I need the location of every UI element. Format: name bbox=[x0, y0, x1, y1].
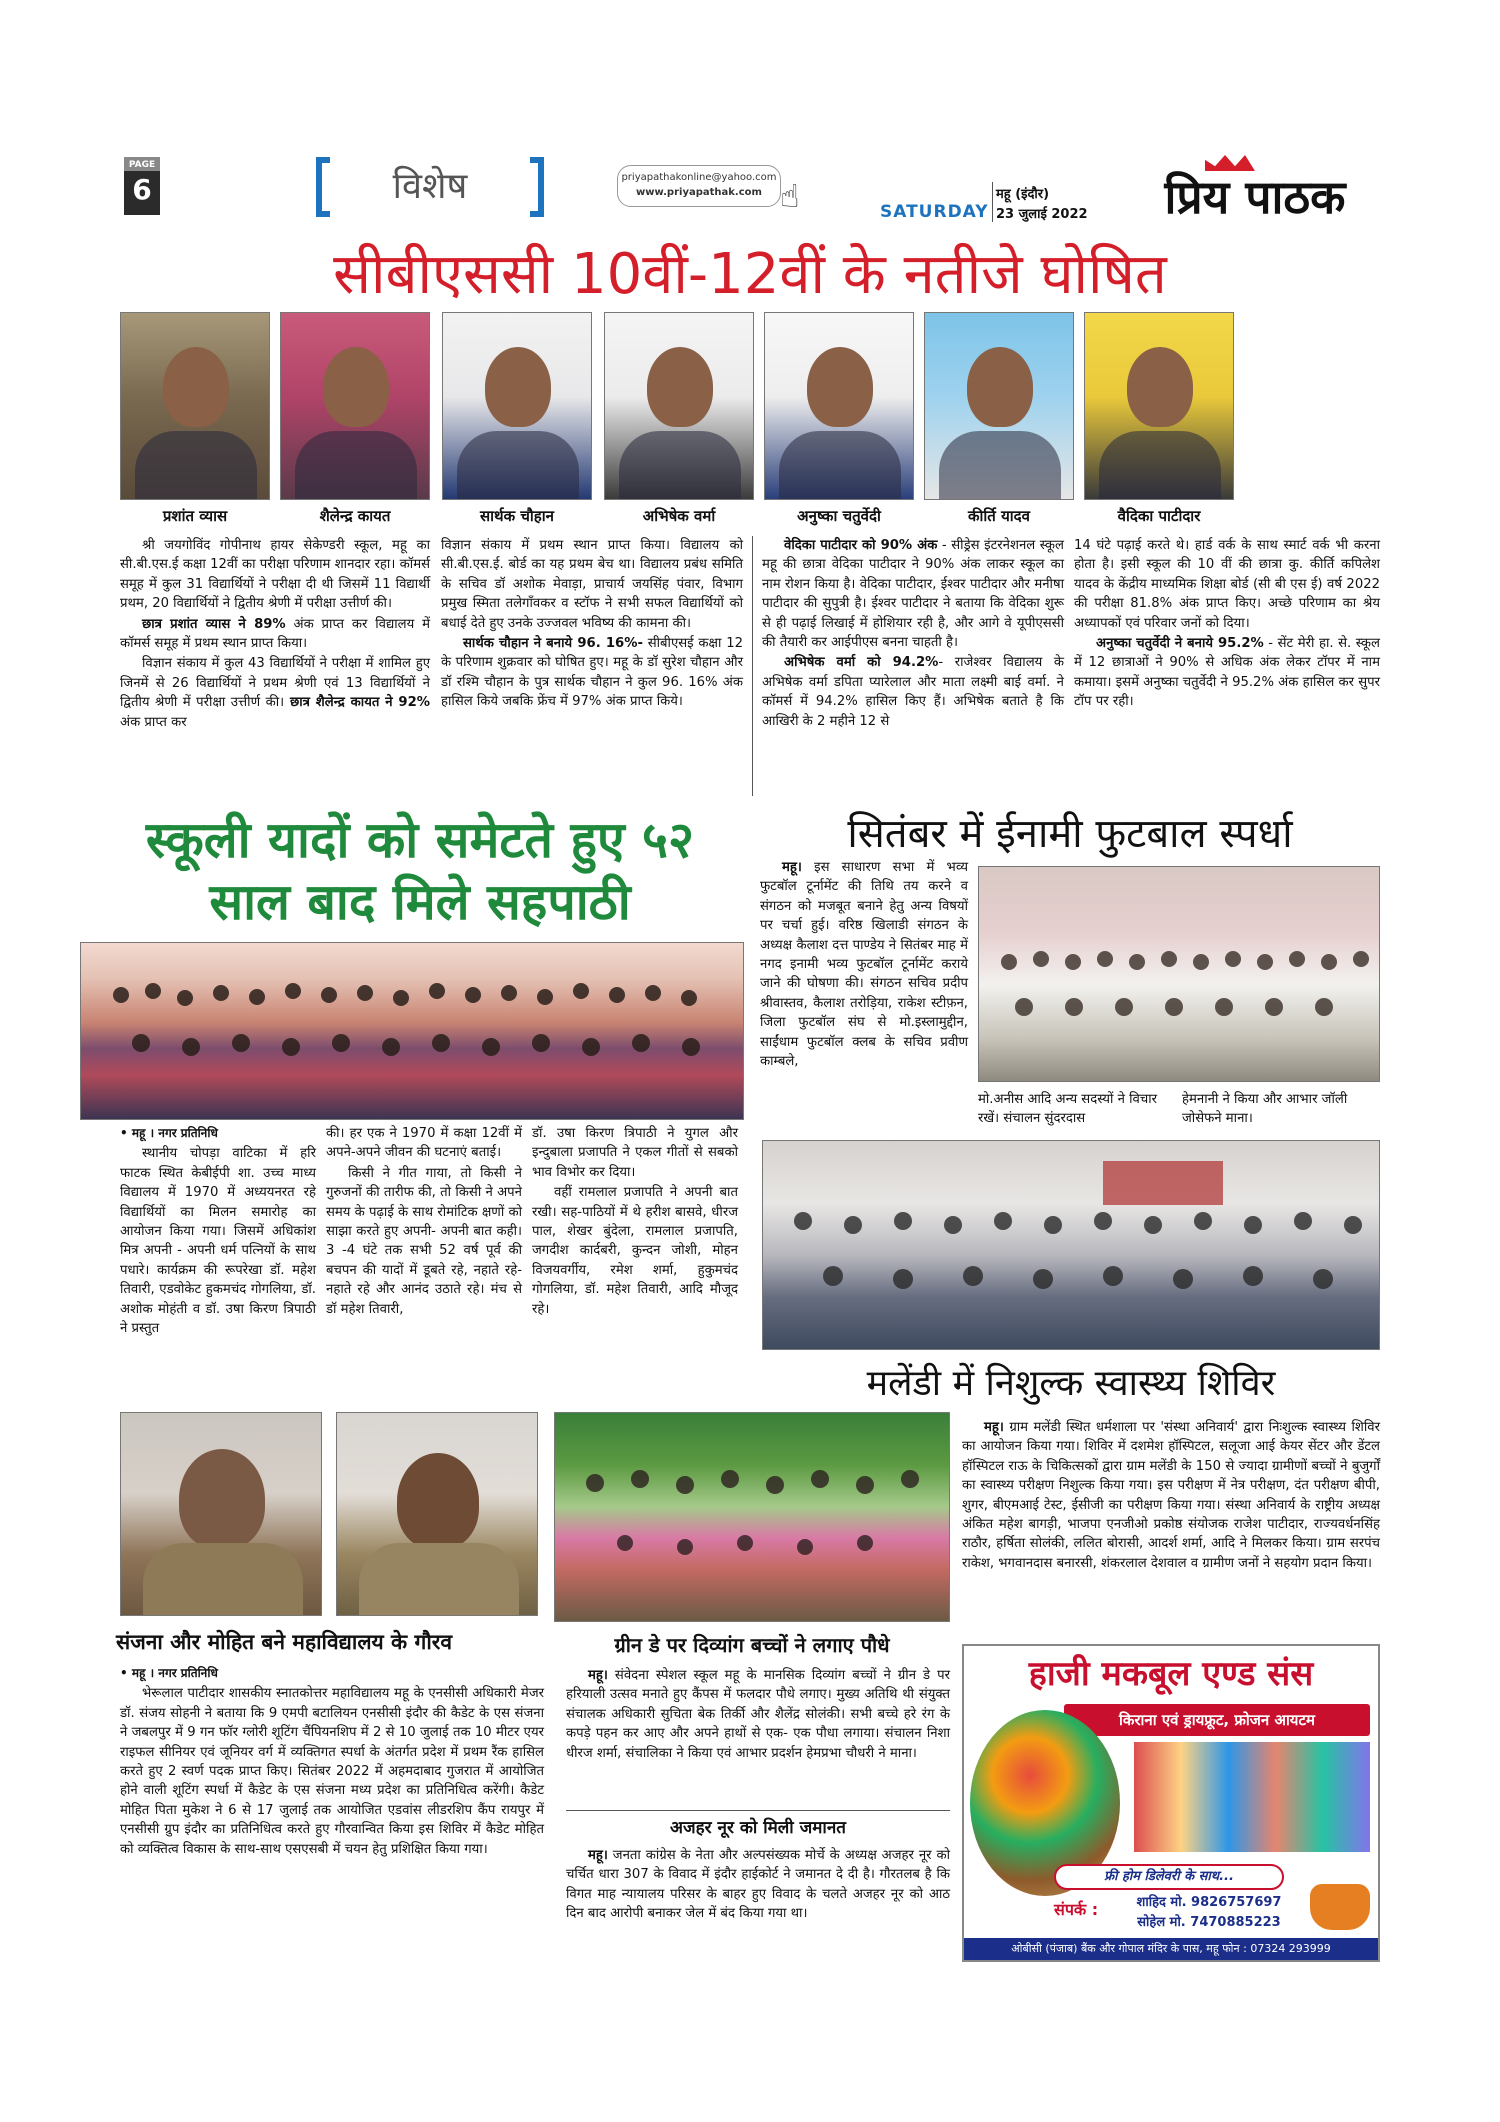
section-title: विशेष bbox=[392, 166, 468, 207]
greenday-photo bbox=[554, 1412, 950, 1622]
reunion-col3-text: डॉ. उषा किरण त्रिपाठी ने युगल और इन्दुबाला प्रजापति ने एकल गीतों से सबको भाव विभोर कर दिया। bbox=[532, 1126, 738, 1180]
football-text bbox=[760, 858, 968, 1072]
column-divider bbox=[752, 536, 753, 796]
football-group-illustration bbox=[979, 867, 1380, 1082]
football-text-c: हेमनानी ने किया और आभार जॉली जोसेफने माना। bbox=[1182, 1092, 1348, 1127]
day-label: SATURDAY bbox=[880, 202, 989, 222]
cbse-col4-bold: अनुष्का चतुर्वेदी ने बनाये 95.2% bbox=[1096, 636, 1264, 652]
student-photo bbox=[924, 312, 1074, 500]
greenday-body: संवेदना स्पेशल स्कूल महू के मानसिक दिव्यांग बच्चों ने ग्रीन डे पर हरियाली उत्सव मनाते हुए कैंपस में फलदार पौधे लगाए। मुख्य अतिथि थी संयुक्त संचालक अधिकारी सुचिता बेक तिर्की और शैलेंद्र सोलंकी। सभी बच्चे हरे रंग के कपड़े पहन कर आए और अपने हाथों से एक- एक पौधा लगाया। संचालन निशा धीरज शर्मा, संचालिका ने किया एवं आभार प्रदर्शन हेमप्रभा चौधरी ने माना। bbox=[566, 1668, 950, 1761]
city-label: महू (इंदौर) bbox=[996, 187, 1050, 202]
mohit-photo bbox=[336, 1412, 538, 1616]
student-face bbox=[647, 347, 713, 427]
reunion-col2-text-b: किसी ने गीत गाया, तो किसी ने गुरुजनों की तारीफ की, तो किसी ने अपने समय के पढ़ाई के साथ रोमांटिक क्षणों को साझा करते हुए अपनी- अपनी बात कही। 3 -4 घंटे तक सभी 52 वर्ष पूर्व की बचपन की यादों में डूबते रहे, नहाते रहे-नहाते रहे और आनंद उठाते रहे। मंच से डॉ महेश तिवारी, bbox=[326, 1165, 522, 1317]
ad-subtitle: किराना एवं ड्रायफ्रूट, फ्रोजन आयटम bbox=[1064, 1704, 1370, 1736]
cbse-col3-text-d: - राजेश्वर विद्यालय के अभिषेक वर्मा डपिता प्यारेलाल और माता लक्ष्मी बाई वर्मा. ने कॉमर्स में 94.2% हासिल किए हैं। अभिषेक बताते है कि आखिरी के 2 महीने 12 से bbox=[762, 655, 1065, 729]
cbse-col1-text-c: अंक प्राप्त कर विद्यालय में कॉमर्स समूह में प्रथम स्थान प्राप्त किया। bbox=[120, 616, 430, 652]
student-face bbox=[807, 347, 873, 427]
bail-divider bbox=[566, 1810, 950, 1811]
page-number: 6 bbox=[132, 173, 152, 206]
student-face bbox=[323, 347, 389, 427]
mohit-portrait-figure bbox=[397, 1453, 479, 1549]
cbse-headline: सीबीएससी 10वीं-12वीं के नतीजे घोषित bbox=[333, 242, 1167, 307]
ad-contact-1: शाहिद मो. 9826757697 bbox=[1114, 1894, 1304, 1912]
ad-contact-2: सोहेल मो. 7470885223 bbox=[1114, 1914, 1304, 1932]
delivery-scooter-icon bbox=[1310, 1884, 1370, 1930]
reunion-group-photo bbox=[80, 942, 744, 1120]
advertisement bbox=[962, 1644, 1380, 1962]
masthead bbox=[0, 0, 1500, 230]
health-camp-photo bbox=[762, 1140, 1380, 1350]
cbse-col1-bold: छात्र प्रशांत व्यास ने 89% bbox=[142, 616, 286, 632]
cbse-col4-text: 14 घंटे पढ़ाई करते थे। हार्ड वर्क के साथ स्मार्ट वर्क भी करना होता है। इसी स्कूल की 10 वीं की छात्रा कु. कीर्ति कपिलेश यादव के केंद्रीय माध्यमिक शिक्षा बोर्ड (सी बी एस ई) वर्ष 2022 की परीक्षा 81.8% अंक प्राप्त किए। अच्छे परिणाम का श्रेय अध्यापकों एवं परिवार जनों को दिया। bbox=[1074, 538, 1380, 631]
cbse-col2-text: विज्ञान संकाय में प्रथम स्थान प्राप्त किया। विद्यालय को सी.बी.एस.ई. बोर्ड का यह प्रथम बेच था। विद्यालय प्रबंध समिति के सचिव डॉ अशोक मेवाड़ा, प्राचार्य जयसिंह पंवार, विभाग प्रमुख स्मिता तलेगाँवकर व स्टॉफ ने सभी सफल विद्यार्थियों को बधाई देते हुए उनके उज्जवल भविष्य की कामना की। bbox=[441, 538, 743, 631]
student-name: शैलेन्द्र कायत bbox=[319, 507, 391, 525]
cbse-col3-bold-c: अभिषेक वर्मा को 94.2% bbox=[784, 655, 939, 671]
reunion-col1-text: स्थानीय चोपड़ा वाटिका में हरि फाटक स्थित केबीईपी शा. उच्च माध्य विद्यालय में 1970 में अध्ययनरत रहे विद्यार्थियों का मिलन समारोह का आयोजन किया गया। जिसमें अधिकांश मित्र अपनी - अपनी धर्म पत्नियों के साथ पधारे। कार्यक्रम की रूपरेखा डॉ. महेश तिवारी, एडवोकेट हुकमचंद गोगलिया, डॉ. अशोक मोहंती व डॉ. उषा किरण त्रिपाठी ने प्रस्तुत bbox=[120, 1146, 316, 1337]
bail-headline: अजहर नूर को मिली जमानत bbox=[670, 1818, 846, 1838]
sanjana-portrait-figure bbox=[179, 1449, 265, 1549]
bail-body: जनता कांग्रेस के नेता और अल्पसंख्यक मोर्चे के अध्यक्ष अजहर नूर को चर्चित धारा 307 के विवाद में इंदौर हाईकोर्ट ने जमानत दे दी है। गौरतलब है कि विगत माह न्यायालय परिसर के बाहर हुए विवाद के चलते अजहर नूर को आठ दिन बाद आरोपी बनाकर जेल में बंद किया गया था। bbox=[566, 1848, 950, 1922]
student-shoulders bbox=[295, 431, 417, 500]
pointer-hand-icon: ☝ bbox=[780, 177, 800, 215]
section-bracket-left bbox=[316, 157, 330, 217]
health-body: ग्राम मलेंडी स्थित धर्मशाला पर 'संस्था अनिवार्य' द्वारा निःशुल्क स्वास्थ्य शिविर का आयोजन किया गया। शिविर में दशमेश हॉस्पिटल, सलूजा आई केयर सेंटर और डेंटल हॉस्पिटल राऊ के चिकित्सकों द्वारा ग्राम मलेंडी के 150 से ज्यादा ग्रामीणों बच्चों ने बुजुर्गों का स्वास्थ्य परीक्षण निशुल्क किया गया। इस परीक्षण में नेत्र परीक्षण, दंत परीक्षण बीपी, शुगर, बीएमआई टेस्ट, ईसीजी का परीक्षण किया गया। संस्था अनिवार्य के राष्ट्रीय अध्यक्ष अंकित महेश बागड़ी, भाजपा एनजीओ प्रकोष्ठ संयोजक राजेश पाटीदार, राज्यवर्धनसिंह राठौर, हर्षिता सोलंकी, ललित बोरासी, आदर्श शर्मा, आदि ने मिलकर किया। ग्राम सरपंच राकेश, भगवानदास बनारसी, शंकरलाल देशवाल व ग्रामीण जनों ने सहयोग प्रदान किया। bbox=[962, 1420, 1380, 1571]
reunion-col2-text: की। हर एक ने 1970 में कक्षा 12वीं में अपने-अपने जीवन की घटनाएं बताई। bbox=[326, 1126, 522, 1161]
student-face bbox=[485, 347, 551, 427]
ad-address: ओबीसी (पंजाब) बैंक और गोपाल मंदिर के पास, महू फोन : 07324 293999 bbox=[964, 1938, 1378, 1960]
cbse-col2-text-c: सीबीएसई कक्षा 12 के परिणाम शुक्रवार को घोषित हुए। महू के डॉ सुरेश चौहान और डॉ रश्मि चौहान के पुत्र सार्थक चौहान ने कुल 96. 16% अंक हासिल किये जबकि फ्रेंच में 97% अंक प्राप्त किये। bbox=[441, 636, 743, 710]
student-photo bbox=[1084, 312, 1234, 500]
sanjana-uniform bbox=[143, 1543, 303, 1616]
reunion-dateline: • महू । नगर प्रतिनिधि bbox=[120, 1126, 218, 1140]
student-name: अभिषेक वर्मा bbox=[642, 507, 716, 525]
cbse-col3-bold: वेदिका पाटीदार को 90% अंक bbox=[784, 538, 938, 553]
ad-contact-label: संपर्क : bbox=[1054, 1900, 1099, 1919]
email: priyapathakonline@yahoo.com bbox=[621, 172, 777, 183]
student-name: अनुष्का चतुर्वेदी bbox=[797, 507, 881, 525]
sanjana-photo bbox=[120, 1412, 322, 1616]
mohit-uniform bbox=[359, 1543, 519, 1616]
ncc-headline: संजना और मोहित बने महाविद्यालय के गौरव bbox=[116, 1630, 453, 1654]
cbse-col1-text: श्री जयगोविंद गोपीनाथ हायर सेकेण्डरी स्कूल, महू का सी.बी.एस.ई कक्षा 12वीं का परीक्षा परिणाम शानदार रहा। कॉमर्स समूह में कुल 31 विद्यार्थियों ने परीक्षा दी थी जिसमें 11 विद्यार्थी प्रथम, 20 विद्यार्थियों ने द्वितीय श्रेणी में परीक्षा उत्तीर्ण की। bbox=[120, 538, 430, 612]
cbse-col-1 bbox=[120, 536, 430, 733]
football-meeting-photo bbox=[978, 866, 1380, 1082]
student-shoulders bbox=[457, 431, 579, 500]
cbse-col-4 bbox=[1074, 536, 1380, 713]
student-shoulders bbox=[939, 431, 1061, 500]
student-name: वैदिका पाटीदार bbox=[1117, 507, 1201, 525]
ncc-text bbox=[120, 1664, 544, 1860]
student-face bbox=[1127, 347, 1193, 427]
cbse-col-2 bbox=[441, 536, 743, 713]
health-text bbox=[962, 1418, 1380, 1574]
student-name: कीर्ति यादव bbox=[968, 507, 1030, 525]
cbse-col4-text-c: - सेंट मेरी हा. से. स्कूल में 12 छात्राओं ने 90% से अधिक अंक लेकर टॉपर में नाम कमाया। इसमें अनुष्का चतुर्वेदी ने 95.2% अंक हासिल कर सुपर टॉप पर रही। bbox=[1074, 636, 1380, 710]
cbse-col1-bold-e: छात्र शैलेन्द्र कायत ने 92% bbox=[284, 695, 430, 711]
section-bracket-right bbox=[530, 157, 544, 217]
cbse-col1-text-d: विज्ञान संकाय में कुल 43 विद्यार्थियों ने परीक्षा में शामिल हुए जिनमें से 26 विद्यार्थियों ने प्रथम श्रेणी एवं 13 विद्यार्थियों ने द्वितीय श्रेणी में परीक्षा उत्तीर्ण की। bbox=[120, 656, 430, 711]
reunion-headline-1: स्कूली यादों को समेटते हुए ५२ bbox=[145, 811, 695, 869]
reunion-col-1 bbox=[120, 1124, 316, 1339]
ncc-dateline: • महू । नगर प्रतिनिधि bbox=[120, 1666, 218, 1680]
health-group-illustration bbox=[763, 1141, 1380, 1350]
student-photo bbox=[604, 312, 754, 500]
student-name: सार्थक चौहान bbox=[480, 507, 554, 525]
cbse-col3-text: - सीड्रेस इंटरनेशनल स्कूल महू की छात्रा वेदिका पाटीदार ने 90% अंक लाकर स्कूल का नाम रोशन किया है। वेदिका पाटीदार, ईश्वर पाटीदार और मनीषा पाटीदार की सुपुत्री है। ईश्वर पाटीदार ने बताया कि वेदिका शुरू से ही पढ़ाई लिखाई में होशियार रही है, और आगे वे यूपीएससी की तैयारी कर आईपीएस बनना चाहती है। bbox=[762, 538, 1064, 651]
ad-title: हाजी मकबूल एण्ड संस bbox=[1028, 1654, 1314, 1694]
student-photo bbox=[120, 312, 270, 500]
bail-lead: महू। bbox=[588, 1848, 608, 1863]
health-lead: महू। bbox=[984, 1420, 1004, 1435]
student-shoulders bbox=[619, 431, 741, 500]
reunion-col-3 bbox=[532, 1124, 738, 1320]
student-photo bbox=[280, 312, 430, 500]
reunion-col3-text-b: वहीं रामलाल प्रजापति ने अपनी बात रखी। सह-पाठियों में थे हरीश बासवे, धीरज पाल, शेखर बुंदेला, रामलाल प्रजापति, जगदीश कार्दबरी, कुन्दन जोशी, मोहन विजयवर्गीय, रमेश शर्मा, हुकुमचंद गोगलिया, डॉ. महेश तिवारी, आदि मौजूद रहे। bbox=[532, 1185, 738, 1317]
page-label: PAGE bbox=[124, 157, 160, 171]
student-name: प्रशांत व्यास bbox=[162, 507, 228, 525]
ad-tagline: फ्री होम डिलेवरी के साथ... bbox=[1054, 1864, 1284, 1890]
student-shoulders bbox=[135, 431, 257, 500]
ad-products-image bbox=[1134, 1742, 1370, 1852]
paper-logo bbox=[1130, 155, 1380, 225]
cbse-col-3 bbox=[762, 536, 1064, 732]
student-shoulders bbox=[779, 431, 901, 500]
greenday-lead: महू। bbox=[588, 1668, 608, 1683]
cbse-col2-bold: सार्थक चौहान ने बनाये 96. 16%- bbox=[463, 636, 643, 652]
greenday-text bbox=[566, 1666, 950, 1764]
contact-box bbox=[617, 165, 781, 207]
student-face bbox=[163, 347, 229, 427]
brand-divider bbox=[992, 182, 993, 222]
student-photo bbox=[764, 312, 914, 500]
student-shoulders bbox=[1099, 431, 1221, 500]
reunion-headline-2: साल बाद मिले सहपाठी bbox=[209, 873, 631, 931]
football-headline: सितंबर में ईनामी फुटबाल स्पर्धा bbox=[847, 811, 1293, 857]
bail-text bbox=[566, 1846, 950, 1925]
date-label: 23 जुलाई 2022 bbox=[996, 207, 1088, 222]
cbse-col1-text-f: अंक प्राप्त कर bbox=[120, 714, 187, 730]
student-face bbox=[967, 347, 1033, 427]
football-text-b: मो.अनीस आदि अन्य सदस्यों ने विचार रखें। संचालन सुंदरदास bbox=[978, 1092, 1158, 1127]
student-photo bbox=[442, 312, 592, 500]
reunion-crowd-illustration bbox=[81, 943, 744, 1120]
page-badge bbox=[124, 157, 160, 215]
football-body: इस साधारण सभा में भव्य फुटबॉल टूर्नामेंट की तिथि तय करने व संगठन को मजबूत बनाने हेतु अन्य विषयों पर चर्चा हुई। वरिष्ठ खिलाडी संगठन के अध्यक्ष कैलाश दत्त पाण्डेय ने सितंबर माह में नगद इनामी भव्य फुटबॉल टूर्नामेंट कराये जाने की घोषणा की। संगठन सचिव प्रदीप श्रीवास्तव, कैलाश तरोड़िया, राकेश स्टीफ़न, जिला फुटबॉल संघ से मो.इस्लामुद्दीन, साईंधाम फुटबॉल क्लब के सचिव प्रवीण काम्बले, bbox=[760, 860, 968, 1070]
paper-name: प्रिय पाठक bbox=[1164, 170, 1346, 224]
ncc-body: भेरूलाल पाटीदार शासकीय स्नातकोत्तर महाविद्यालय महू के एनसीसी अधिकारी मेजर डॉ. संजय सोहनी ने बताया कि 9 एमपी बटालियन एनसीसी इंदौर की कैडेट के एस संजना ने जबलपुर में 9 गन फॉर ग्लोरी शूटिंग चैंपियनशिप में 2 से 10 जुलाई तक 10 मीटर एयर राइफल सीनियर एवं जूनियर वर्ग में व्यक्तिगत स्पर्धा के अंतर्गत प्रदेश में प्रथम रैंक हासिल करते हुए 2 स्वर्ण पदक प्राप्त किए। सितंबर 2022 में अहमदाबाद गुजरात में आयोजित होने वाली शूटिंग स्पर्धा में कैडेट के एस संजना मध्य प्रदेश का प्रतिनिधित्व करेंगी। कैडेट मोहित पिता मुकेश ने 6 से 17 जुलाई तक आयोजित एडवांस लीडरशिप कैंप रायपुर में एनसीसी ग्रुप इंदौर का प्रतिनिधित्व करते हुए गौरवान्वित किया इस शिविर में कैडेट मोहित को व्यक्तित्व विकास के साथ-साथ एसएसबी में चयन हेतु प्रशिक्षित किया गया। bbox=[120, 1686, 544, 1857]
health-headline: मलेंडी में निशुल्क स्वास्थ्य शिविर bbox=[762, 1356, 1380, 1412]
greenday-group-illustration bbox=[555, 1413, 950, 1622]
reunion-col-2 bbox=[326, 1124, 522, 1320]
football-lead: महू। bbox=[782, 860, 802, 875]
website: www.priyapathak.com bbox=[636, 187, 762, 198]
greenday-headline: ग्रीन डे पर दिव्यांग बच्चों ने लगाए पौधे bbox=[614, 1633, 890, 1657]
